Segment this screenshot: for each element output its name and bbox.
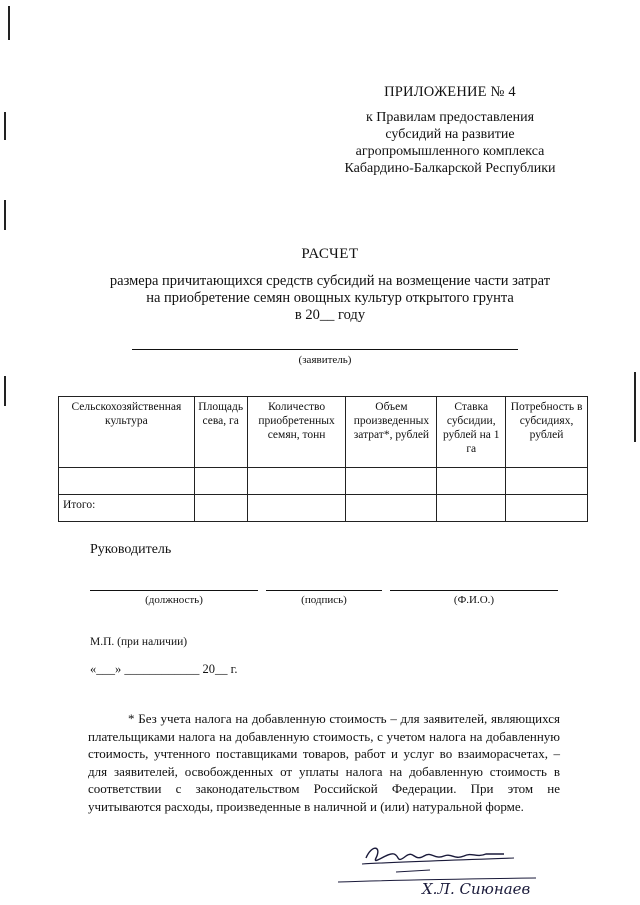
column-header-crop: Сельскохозяйственная культура <box>59 397 195 468</box>
scan-margin-mark <box>4 112 6 140</box>
scan-margin-mark <box>634 372 636 442</box>
table-cell[interactable] <box>247 495 346 522</box>
position-field-line <box>90 590 258 591</box>
appendix-line: к Правилам предоставления <box>365 110 535 125</box>
stamp-note: М.П. (при наличии) <box>90 636 188 648</box>
table-cell[interactable] <box>59 468 195 495</box>
column-header-need: Потребность в субсидиях, рублей <box>506 397 588 468</box>
appendix-header <box>300 84 600 177</box>
applicant-caption: (заявитель) <box>298 354 352 366</box>
signature-caption: (подпись) <box>301 594 347 606</box>
appendix-line: агропромышленного комплекса <box>355 144 545 159</box>
title-heading: РАСЧЕТ <box>301 246 359 262</box>
title-line: в 20__ году <box>294 307 366 323</box>
table-total-row <box>59 495 588 522</box>
applicant-field-line <box>132 349 518 350</box>
date-line: «___» ____________ 20__ г. <box>90 662 238 676</box>
table-cell[interactable] <box>346 495 437 522</box>
table-cell[interactable] <box>247 468 346 495</box>
appendix-line: Кабардино-Балкарской Республики <box>344 161 556 176</box>
table-row <box>59 468 588 495</box>
title-line: на приобретение семян овощных культур открытого грунта <box>146 290 514 306</box>
document-title <box>60 246 600 324</box>
position-caption: (должность) <box>145 594 203 606</box>
signature-field-line <box>266 590 382 591</box>
head-label: Руководитель <box>90 542 172 557</box>
handwritten-signature-name: Х.Л. Сиюнаев <box>422 880 531 898</box>
column-header-seeds: Количество приобретенных семян, тонн <box>247 397 346 468</box>
table-cell[interactable] <box>194 495 247 522</box>
handwritten-signature-image <box>336 836 556 902</box>
table-header-row <box>59 397 588 468</box>
title-line: размера причитающихся средств субсидий на возмещение части затрат <box>109 273 551 289</box>
name-field-line <box>390 590 558 591</box>
scan-margin-mark <box>4 376 6 406</box>
footnote: * Без учета налога на добавленную стоимость – для заявителей, являющихся плательщиками налога на добавленную стоимость, с учетом налога на добавленную стоимость, учтенного поставщиками товаров, работ и услуг во взаиморасчетах, – для заявителей, освобожденных от уплаты налога на добавленную стоимость в соответствии с законодательством Российской Федерации. При этом не учитываются расходы, произведенные в наличной и (или) натуральной форме. <box>88 711 560 814</box>
column-header-costs: Объем произведенных затрат*, рублей <box>346 397 437 468</box>
total-label: Итого: <box>59 495 195 522</box>
table-cell[interactable] <box>437 468 506 495</box>
appendix-number: ПРИЛОЖЕНИЕ № 4 <box>384 84 516 100</box>
table-cell[interactable] <box>437 495 506 522</box>
name-caption: (Ф.И.О.) <box>453 594 495 606</box>
appendix-line: субсидий на развитие <box>385 127 515 142</box>
column-header-rate: Ставка субсидии, рублей на 1 га <box>437 397 506 468</box>
scan-margin-mark <box>4 200 6 230</box>
table-cell[interactable] <box>194 468 247 495</box>
calculation-table <box>58 396 588 522</box>
table-cell[interactable] <box>506 468 588 495</box>
table-cell[interactable] <box>506 495 588 522</box>
scan-margin-mark <box>8 6 10 40</box>
column-header-area: Площадь сева, га <box>194 397 247 468</box>
table-cell[interactable] <box>346 468 437 495</box>
